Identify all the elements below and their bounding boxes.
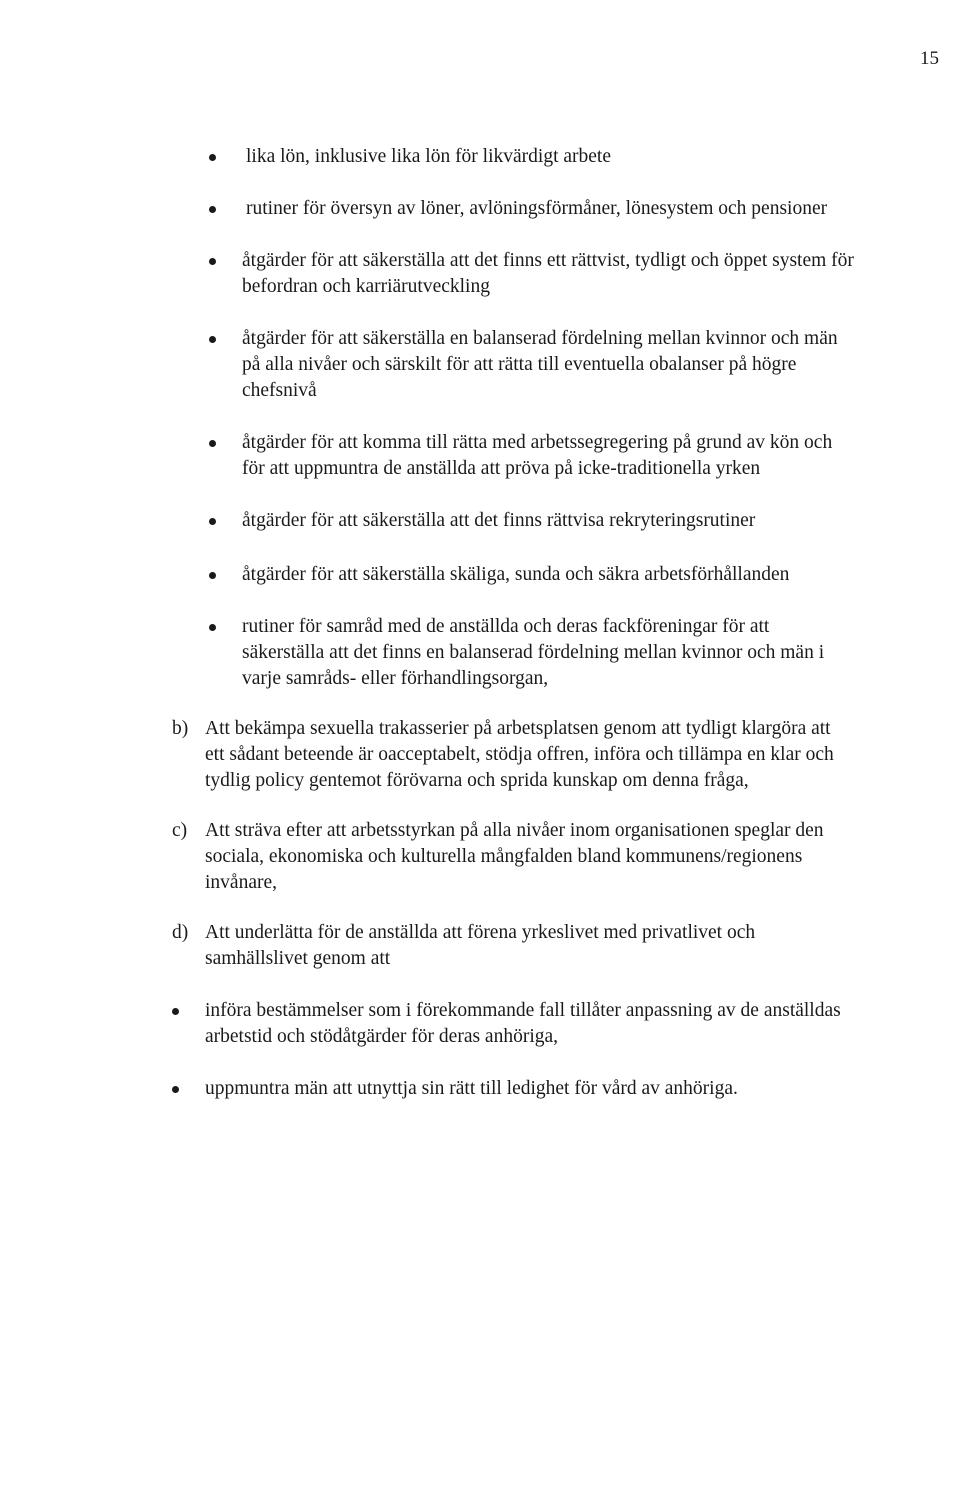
item-letter: c) (172, 820, 188, 841)
list-item-line: chefsnivå (242, 380, 317, 401)
bullet-icon (172, 1086, 179, 1093)
list-item-line: på alla nivåer och särskilt för att rätta till eventuella obalanser på högre (242, 354, 797, 375)
item-line: Att underlätta för de anställda att förena yrkeslivet med privatlivet och (205, 922, 756, 943)
item-line: samhällslivet genom att (205, 948, 391, 969)
bullet-icon (209, 518, 216, 525)
bullet-icon (209, 440, 216, 447)
bullet-icon (209, 624, 216, 631)
list-item-line: lika lön, inklusive lika lön för likvärdigt arbete (246, 146, 611, 167)
item-line: tydlig policy gentemot förövarna och sprida kunskap om denna fråga, (205, 770, 749, 791)
item-line: Att bekämpa sexuella trakasserier på arbetsplatsen genom att tydligt klargöra att (205, 718, 831, 739)
item-line: sociala, ekonomiska och kulturella mångfalden bland kommunens/regionens (205, 846, 803, 867)
item-letter: d) (172, 922, 189, 943)
item-line: Att sträva efter att arbetsstyrkan på alla nivåer inom organisationen speglar den (205, 820, 824, 841)
bullet-icon (209, 206, 216, 213)
list-item-line: säkerställa att det finns en balanserad fördelning mellan kvinnor och män i (242, 642, 825, 663)
list-item-line: arbetstid och stödåtgärder för deras anhöriga, (205, 1026, 559, 1047)
list-item-line: varje samråds- eller förhandlingsorgan, (242, 668, 549, 689)
list-item-line: åtgärder för att säkerställa att det finns rättvisa rekryteringsrutiner (242, 510, 756, 531)
item-line: invånare, (205, 872, 278, 893)
page-number: 15 (920, 48, 939, 69)
list-item-line: införa bestämmelser som i förekommande fall tillåter anpassning av de anställdas (205, 1000, 841, 1021)
list-item-line: rutiner för översyn av löner, avlöningsförmåner, lönesystem och pensioner (246, 198, 828, 219)
bullet-icon (209, 154, 216, 161)
bullet-icon (209, 572, 216, 579)
item-letter: b) (172, 718, 189, 739)
bullet-icon (172, 1008, 179, 1015)
list-item-line: åtgärder för att säkerställa skäliga, sunda och säkra arbetsförhållanden (242, 564, 790, 585)
list-item-line: åtgärder för att komma till rätta med arbetssegregering på grund av kön och (242, 432, 833, 453)
list-item-line: för att uppmuntra de anställda att pröva på icke-traditionella yrken (242, 458, 761, 479)
item-line: ett sådant beteende är oacceptabelt, stödja offren, införa och tillämpa en klar och (205, 744, 834, 765)
bullet-icon (209, 258, 216, 265)
list-item-line: åtgärder för att säkerställa en balanserad fördelning mellan kvinnor och män (242, 328, 838, 349)
list-item-line: befordran och karriärutveckling (242, 276, 490, 297)
list-item-line: rutiner för samråd med de anställda och deras fackföreningar för att (242, 616, 770, 637)
bullet-icon (209, 336, 216, 343)
list-item-line: uppmuntra män att utnyttja sin rätt till ledighet för vård av anhöriga. (205, 1078, 738, 1099)
list-item-line: åtgärder för att säkerställa att det finns ett rättvist, tydligt och öppet system för (242, 250, 854, 271)
